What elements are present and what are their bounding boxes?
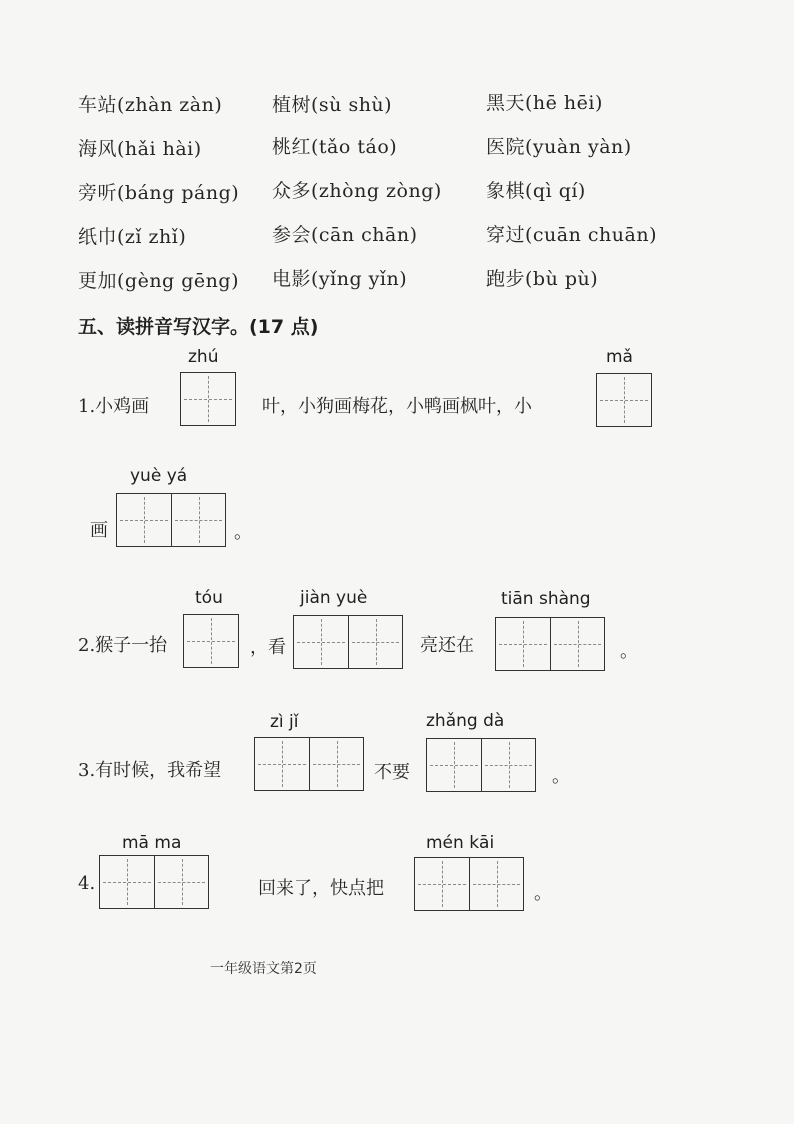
pron-item: 电影(yǐng yǐn): [272, 268, 408, 290]
question-text: 回来了，快点把: [258, 878, 384, 899]
question-text: 。: [620, 641, 638, 662]
writing-grid[interactable]: [116, 493, 226, 547]
pron-item: 黑天(hē hēi): [486, 92, 603, 114]
pron-item: 旁听(báng páng): [78, 182, 240, 204]
pron-item: 医院(yuàn yàn): [486, 136, 632, 158]
question-text: 2.猴子一抬: [78, 635, 168, 656]
pron-item: 穿过(cuān chuān): [486, 224, 657, 246]
question-text: 叶，小狗画梅花，小鸭画枫叶，小: [262, 396, 532, 417]
pinyin-label: zì jǐ: [270, 712, 299, 732]
question-text: 画: [90, 520, 108, 541]
pron-item: 海风(hǎi hài): [78, 138, 202, 160]
pron-item: 桃红(tǎo táo): [272, 136, 398, 158]
question-text: 。: [534, 883, 552, 904]
page-footer: 一年级语文第2页: [210, 961, 317, 977]
question-text: ，看: [250, 637, 286, 658]
pron-item: 跑步(bù pù): [486, 268, 599, 290]
writing-grid[interactable]: [596, 373, 652, 427]
pinyin-label: tóu: [195, 588, 223, 608]
writing-grid[interactable]: [414, 857, 524, 911]
writing-grid[interactable]: [180, 372, 236, 426]
question-text: 不要: [374, 762, 410, 783]
question-text: 。: [234, 522, 252, 543]
pinyin-label: tiān shàng: [501, 589, 591, 609]
writing-grid[interactable]: [293, 615, 403, 669]
pron-item: 众多(zhòng zòng): [272, 180, 442, 202]
pron-item: 更加(gèng gēng): [78, 270, 239, 292]
writing-grid[interactable]: [99, 855, 209, 909]
pinyin-label: zhú: [188, 347, 219, 367]
pron-item: 植树(sù shù): [272, 94, 393, 116]
writing-grid[interactable]: [426, 738, 536, 792]
pinyin-label: zhǎng dà: [426, 711, 505, 731]
pron-item: 参会(cān chān): [272, 224, 418, 246]
question-text: 亮还在: [420, 635, 474, 656]
question-text: 。: [552, 766, 570, 787]
section-title: 五、读拼音写汉字。(17 点): [78, 316, 319, 338]
question-text: 1.小鸡画: [78, 396, 150, 417]
pinyin-label: yuè yá: [130, 466, 188, 486]
pinyin-label: mā ma: [122, 833, 182, 853]
writing-grid[interactable]: [495, 617, 605, 671]
writing-grid[interactable]: [183, 614, 239, 668]
pinyin-label: mén kāi: [426, 833, 495, 853]
pinyin-label: jiàn yuè: [300, 588, 368, 608]
writing-grid[interactable]: [254, 737, 364, 791]
pron-item: 纸巾(zǐ zhǐ): [78, 226, 187, 248]
pinyin-label: mǎ: [606, 347, 633, 367]
pron-item: 象棋(qì qí): [486, 180, 586, 202]
pron-item: 车站(zhàn zàn): [78, 94, 223, 116]
question-text: 4.: [78, 873, 96, 894]
question-text: 3.有时候，我希望: [78, 760, 222, 781]
